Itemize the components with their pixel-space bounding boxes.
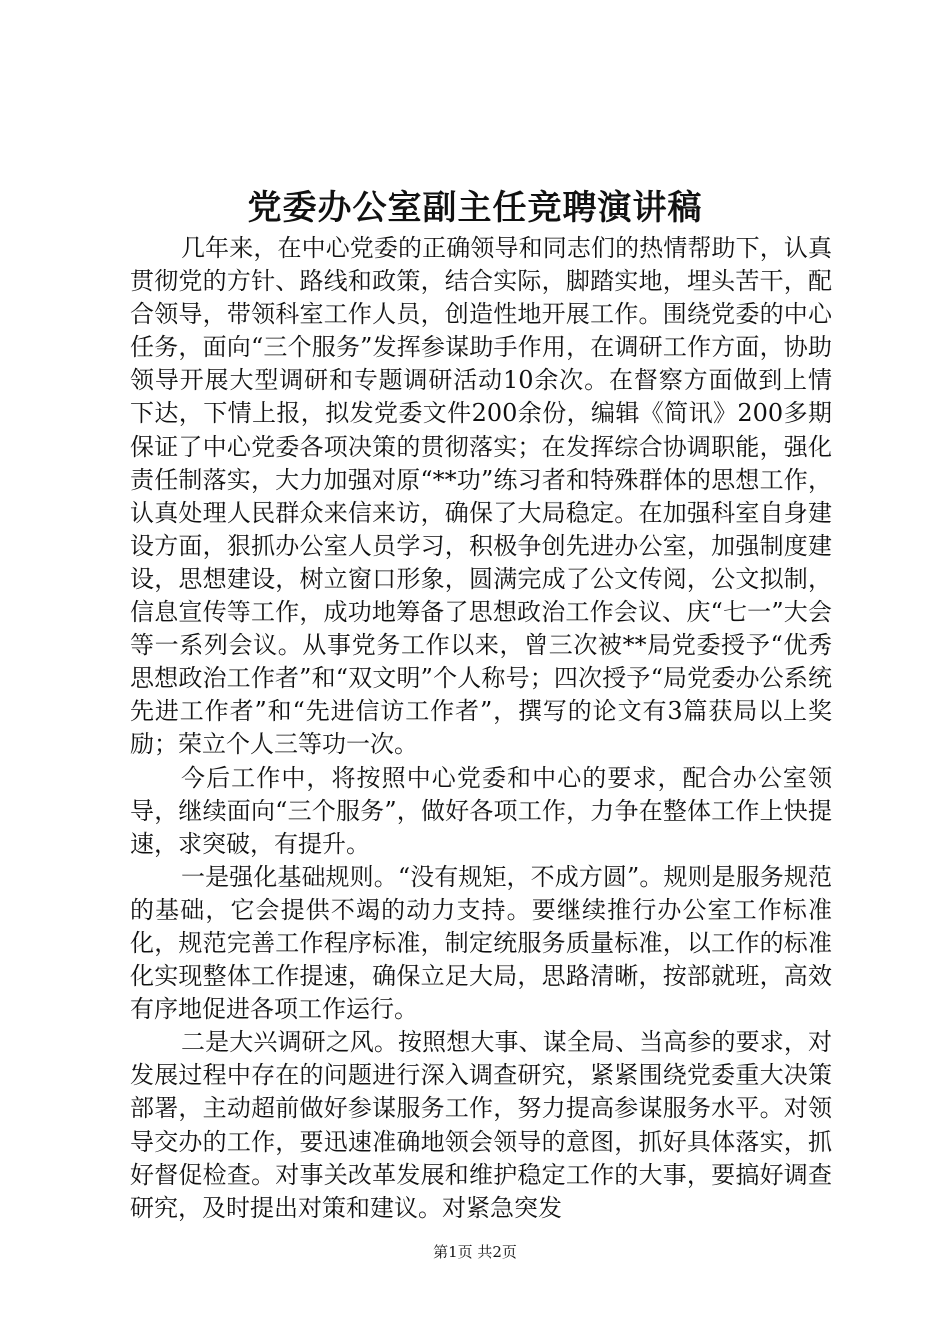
- paragraph-achievements: 几年来，在中心党委的正确领导和同志们的热情帮助下，认真贯彻党的方针、路线和政策，结合实际，脚踏实地，埋头苦干，配合领导，带领科室工作人员，创造性地开展工作。围绕党委的中心任务，面向“三个服务”发挥参谋助手作用，在调研工作方面，协助领导开展大型调研和专题调研活动10余次。在督察方面做到上情下达，下情上报，拟发党委文件200余份，编辑《简讯》200多期保证了中心党委各项决策的贯彻落实；在发挥综合协调职能，强化责任制落实，大力加强对原“**功”练习者和特殊群体的思想工作，认真处理人民群众来信来访，确保了大局稳定。在加强科室自身建设方面，狠抓办公室人员学习，积极争创先进办公室，加强制度建设，思想建设，树立窗口形象，圆满完成了公文传阅，公文拟制，信息宣传等工作，成功地筹备了思想政治工作会议、庆“七一”大会等一系列会议。从事党务工作以来，曾三次被**局党委授予“优秀思想政治工作者”和“双文明”个人称号；四次授予“局党委办公系统先进工作者”和“先进信访工作者”，撰写的论文有3篇获局以上奖励；荣立个人三等功一次。: [130, 234, 832, 759]
- paragraph-future-work: 今后工作中，将按照中心党委和中心的要求，配合办公室领导，继续面向“三个服务”，做好各项工作，力争在整体工作上快提速，求突破，有提升。: [130, 763, 832, 858]
- paragraph-point-two: 二是大兴调研之风。按照想大事、谋全局、当高参的要求，对发展过程中存在的问题进行深入调查研究，紧紧围绕党委重大决策部署，主动超前做好参谋服务工作，努力提高参谋服务水平。对领导交办的工作，要迅速准确地领会领导的意图，抓好具体落实，抓好督促检查。对事关改革发展和维护稳定工作的大事，要搞好调查研究，及时提出对策和建议。对紧急突发: [130, 1028, 832, 1222]
- document-body: [130, 232, 832, 1225]
- paragraph-point-one: 一是强化基础规则。“没有规矩，不成方圆”。规则是服务规范的基础，它会提供不竭的动力支持。要继续推行办公室工作标准化，规范完善工作程序标准，制定统服务质量标准，以工作的标准化实现整体工作提速，确保立足大局，思路清晰，按部就班，高效有序地促进各项工作运行。: [130, 862, 832, 1024]
- page-number: 第1页 共2页: [433, 1243, 517, 1261]
- document-title: 党委办公室副主任竞聘演讲稿: [247, 188, 703, 228]
